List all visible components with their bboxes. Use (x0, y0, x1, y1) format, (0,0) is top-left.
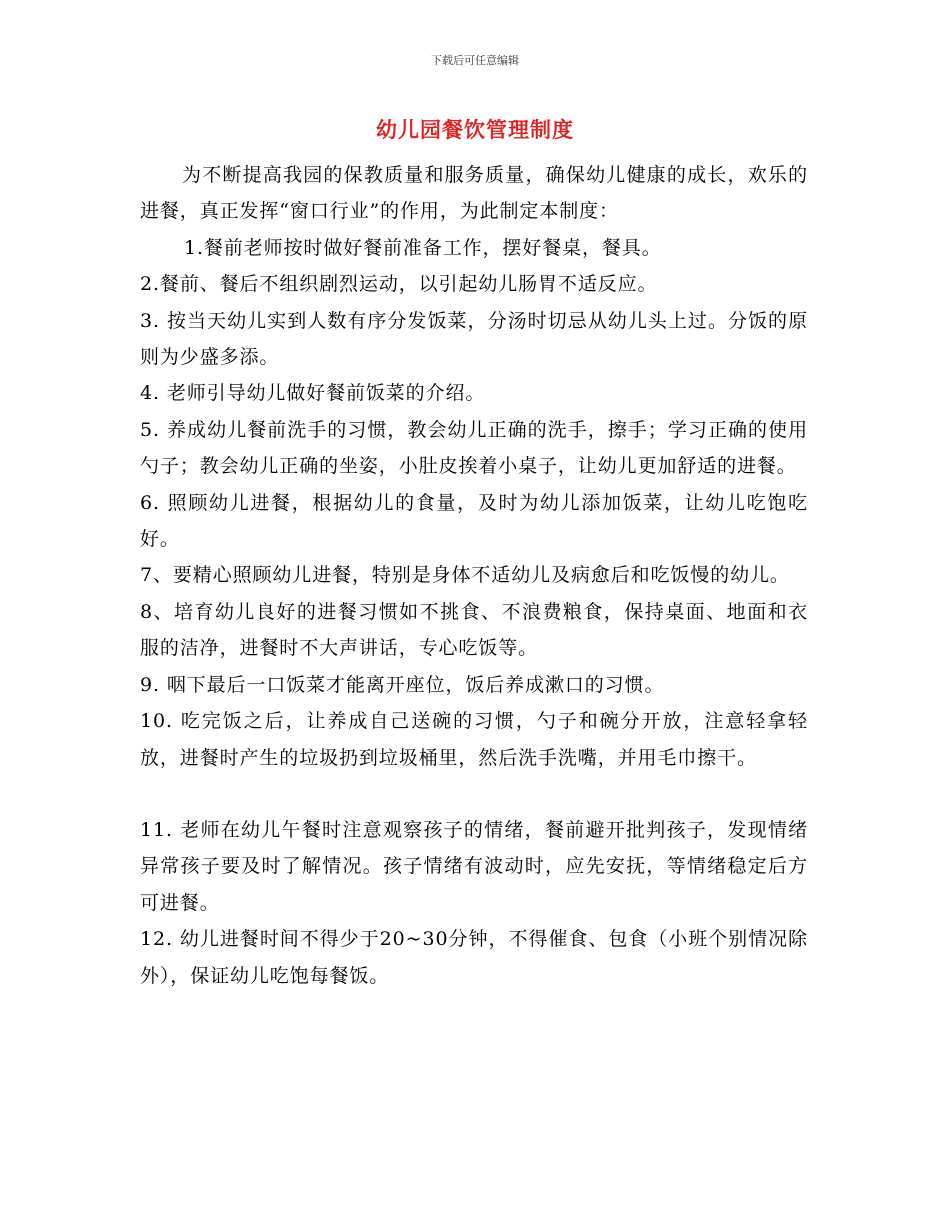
rule-9: 9. 咽下最后一口饭菜才能离开座位，饭后养成漱口的习惯。 (140, 673, 665, 696)
document-title: 幼儿园餐饮管理制度 (376, 118, 574, 142)
paragraph-gap (140, 776, 808, 812)
rule-1: 1.餐前老师按时做好餐前准备工作，摆好餐桌，餐具。 (184, 236, 662, 259)
rule-6: 6. 照顾幼儿进餐，根据幼儿的食量，及时为幼儿添加饭菜，让幼儿吃饱吃好。 (140, 491, 808, 551)
intro-paragraph: 为不断提高我园的保教质量和服务质量，确保幼儿健康的成长，欢乐的进餐，真正发挥“窗口行业”的作用，为此制定本制度： (140, 164, 808, 223)
rule-3: 3. 按当天幼儿实到人数有序分发饭菜，分汤时切忌从幼儿头上过。分饭的原则为少盛多添。 (140, 309, 808, 369)
rule-2: 2.餐前、餐后不组织剧烈运动，以引起幼儿肠胃不适反应。 (140, 273, 658, 296)
rule-10: 10. 吃完饭之后，让养成自己送碗的习惯，勺子和碗分开放，注意轻拿轻放，进餐时产生的垃圾扔到垃圾桶里，然后洗手洗嘴，并用毛巾擦干。 (140, 710, 808, 769)
rule-4: 4. 老师引导幼儿做好餐前饭菜的介绍。 (140, 382, 486, 405)
rule-7: 7、要精心照顾幼儿进餐，特别是身体不适幼儿及病愈后和吃饭慢的幼儿。 (140, 564, 790, 587)
rule-8: 8、培育幼儿良好的进餐习惯如不挑食、不浪费粮食，保持桌面、地面和衣服的洁净，进餐时不大声讲话，专心吃饭等。 (140, 600, 808, 660)
rule-11: 11. 老师在幼儿午餐时注意观察孩子的情绪，餐前避开批判孩子，发现情绪异常孩子要及时了解情况。孩子情绪有波动时，应先安抚，等情绪稳定后方可进餐。 (140, 818, 808, 914)
rule-5: 5. 养成幼儿餐前洗手的习惯，教会幼儿正确的洗手，擦手；学习正确的使用勺子；教会幼儿正确的坐姿，小肚皮挨着小桌子，让幼儿更加舒适的进餐。 (140, 418, 808, 478)
document-body (140, 157, 808, 994)
rule-12: 12. 幼儿进餐时间不得少于20~30分钟，不得催食、包食（小班个别情况除外），保证幼儿吃饱每餐饭。 (140, 928, 808, 987)
header-note: 下载后可任意编辑 (431, 54, 519, 67)
